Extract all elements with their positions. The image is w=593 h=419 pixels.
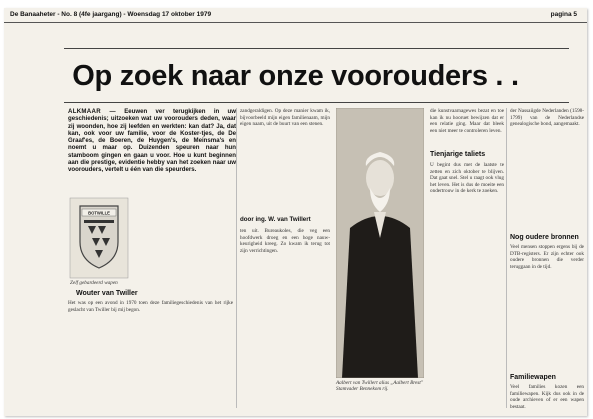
familiewapen-paragraph: Veel families kozen een familiewapen. Kijk dus ook in de oude archieven of er een wapen bestaat. — [510, 384, 584, 410]
familiewapen-text — [510, 384, 584, 414]
tienjarige-heading: Tienjarige taliets — [430, 151, 486, 158]
tienjarige-paragraph: U begint dus met de laatste te zetten en zich oktober te blijven. Dat gaat snel. Stel u raagt ook vlug het leven. Het is dus de moeite een ondertrouw in de kerk te zoeken. — [430, 162, 504, 195]
page-header — [4, 8, 587, 23]
photo-caption: Aalbert van Twillert alias „Aalbert Brest" Stamvader Bennekom rij. — [336, 380, 424, 393]
crest-motto: BOTWILLE — [88, 210, 110, 216]
nog-oudere-paragraph: Veel mensen stoppen ergens bij de DTB-registers. Er zijn echter ook oudere bronnen die verder teruggaan in de tijd. — [510, 244, 584, 270]
nog-oudere-text — [510, 244, 584, 368]
wouter-text — [68, 300, 233, 412]
column-3-top — [430, 108, 504, 138]
crest-shield-icon — [68, 196, 130, 280]
column-2-top — [240, 108, 330, 214]
wouter-heading: Wouter van Twiller — [76, 290, 138, 297]
column-2-top-paragraph: zandgeraldigen. Op deze manier kwam ik, bijvoorbeeld mijn eigen familienaam, mijn eigen naam, uit de buurt van een stenen. — [240, 108, 330, 128]
column-4-top — [510, 108, 584, 228]
intro-text: Eeuwen ver terugkijken in uw geschiedenis; uitzoeken wat uw voorouders deden, waar zij woonden, hoe zij leefden en werkten: kan dat? Ja, dat kan, ook voor uw familie, voor de Koster-tjes, de De Graaf'es, de Boeren, de Huygen's, de Meinsma's en noemt u maar op. Duizenden speuren naar hun stamboom gingen en gaan u voor. Hoe u kunt beginnen aan die prestige, evidentie hebby van het zoeken naar uw voorouders, vertelt u één van die speurders. — [68, 108, 236, 174]
column-divider — [236, 108, 237, 408]
column-divider — [506, 108, 507, 408]
column-4-paragraph: der Nassaiigde Nederlanden (1598-1799) van de Nederlandse genealogische bond, aangemaakt. — [510, 108, 584, 128]
column-3-paragraph: die kunstvaarnagewes bezat en toe kan ik nu hooruet bewijzen dat er een relatie ging. Maar dat bleek een niet meer te controleren leven. — [430, 108, 504, 134]
page-title: Op zoek naar onze voorouders . . — [72, 60, 519, 92]
headline-bottom-rule — [64, 102, 569, 103]
crest-caption: Zelf gebardeerd wapen — [70, 280, 118, 286]
family-crest — [68, 196, 130, 286]
masthead-line: De Banaaheter - No. 8 (4fe jaargang) - Woensdag 17 oktober 1979 — [10, 11, 212, 18]
page-number: pagina 5 — [550, 11, 577, 18]
ancestor-portrait-image — [336, 108, 424, 378]
intro-paragraph — [68, 108, 236, 174]
newspaper-page — [4, 8, 587, 416]
ancestor-photo — [336, 108, 424, 378]
nog-oudere-heading: Nog oudere bronnen — [510, 234, 579, 241]
column-2-paragraph: ten uit. Bureaukoles, die veg een hoofdwerk droeg en een hoge nauw-keurigheid kreeg. Zo kwam ik terug tot zijn verrichtingen. — [240, 228, 330, 254]
familiewapen-heading: Familiewapen — [510, 374, 556, 381]
intro-lead: ALKMAAR — — [68, 108, 116, 115]
author-byline: door ing. W. van Twillert — [240, 216, 311, 223]
column-2-body — [240, 228, 330, 414]
tienjarige-text — [430, 162, 504, 412]
headline-top-rule — [64, 48, 569, 49]
wouter-paragraph: Het was op een avond in 1970 toen deze familiegeschiedenis van het rijke geslacht van Twiller bij mij begon. — [68, 300, 233, 313]
